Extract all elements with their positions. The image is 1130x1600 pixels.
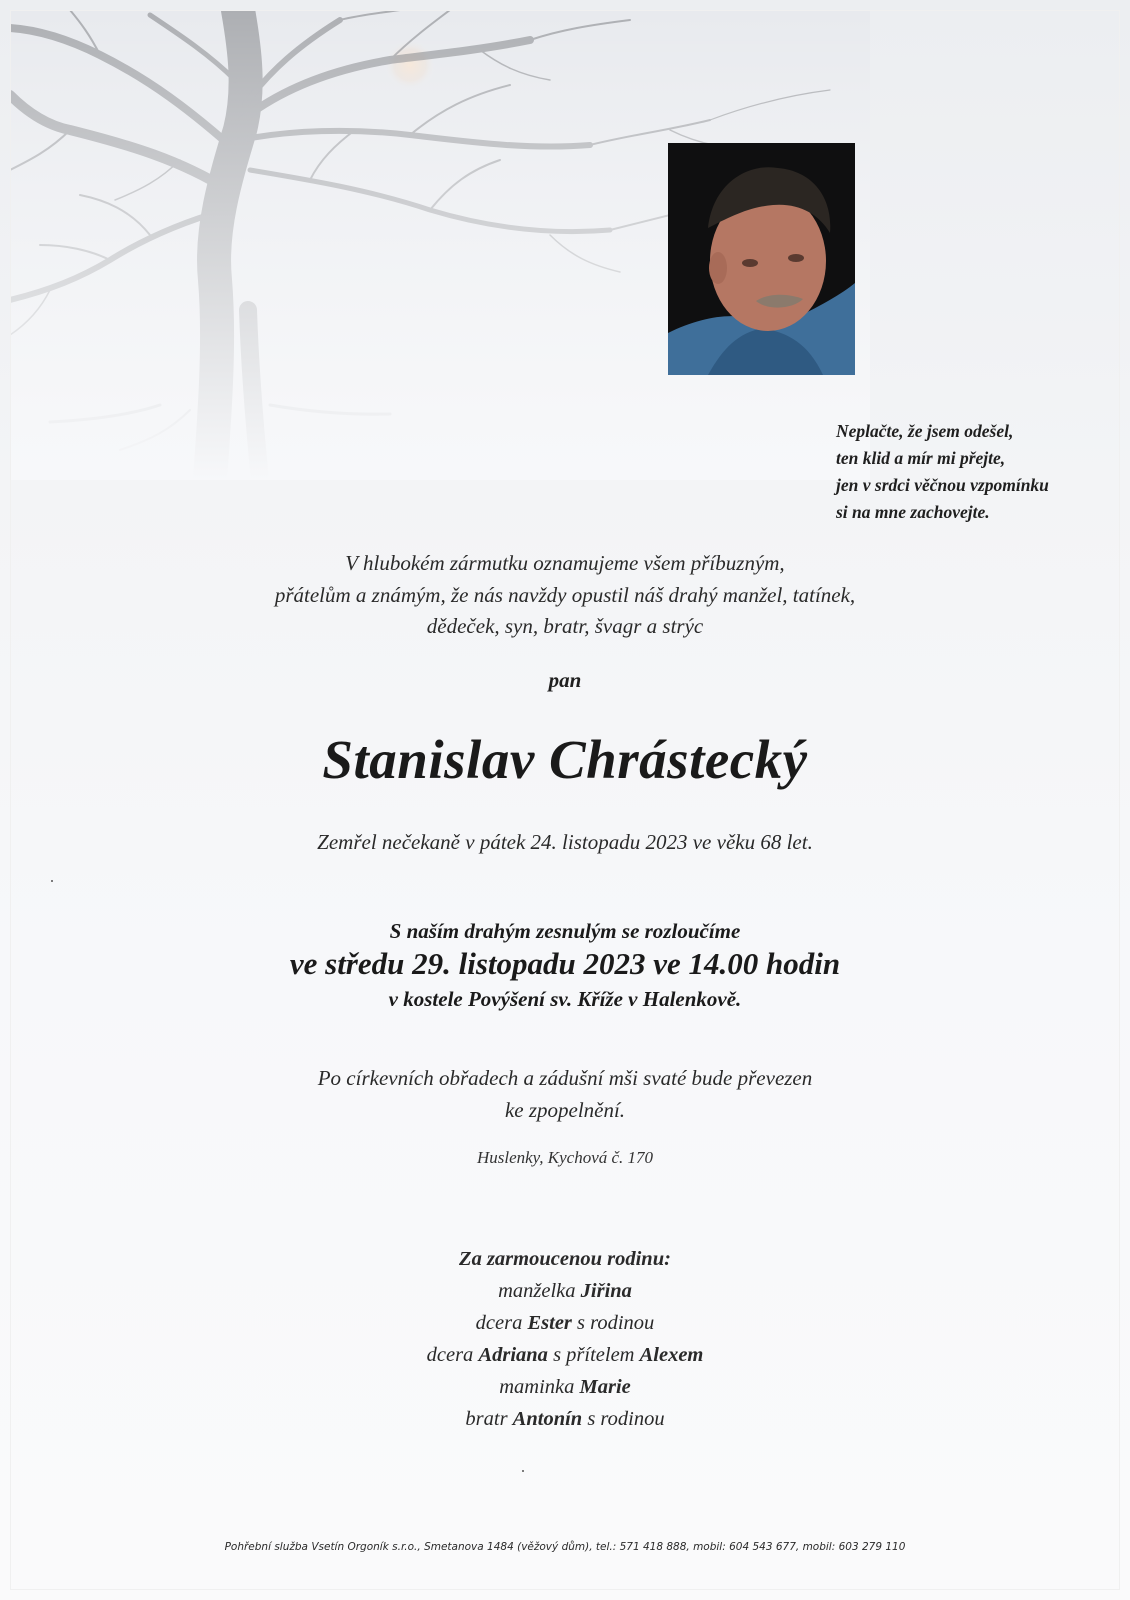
cremation-line: Po církevních obřadech a zádušní mši svaté bude převezen	[317, 1066, 813, 1090]
member-name: Ester	[527, 1312, 572, 1334]
relation: dcera	[426, 1344, 479, 1366]
intro-line: přátelům a známým, že nás navždy opustil náš drahý manžel, tatínek,	[274, 582, 856, 607]
family-heading: Za zarmoucenou rodinu:	[459, 1248, 671, 1270]
family-address: Huslenky, Kychová č. 170	[476, 1148, 654, 1167]
partner-name: Alexem	[639, 1344, 704, 1366]
announcement-intro	[0, 548, 1130, 643]
portrait-photo	[668, 143, 855, 375]
relation: bratr	[465, 1408, 513, 1430]
relation-suffix: s přítelem	[547, 1344, 640, 1366]
cremation-line: ke zpopelnění.	[504, 1098, 626, 1122]
intro-line: dědeček, syn, bratr, švagr a strýc	[426, 614, 704, 638]
funeral-line-intro: S naším drahým zesnulým se rozloučíme	[389, 919, 741, 943]
memorial-poem	[836, 418, 1116, 526]
family-member	[0, 1275, 1130, 1307]
family-member	[0, 1403, 1130, 1435]
funeral-service-footer: Pohřební služba Vsetín Orgoník s.r.o., Smetanova 1484 (věžový dům), tel.: 571 418 888, mobil: 604 543 677, mobil: 603 279 110	[224, 1541, 906, 1553]
scan-speck	[51, 880, 53, 882]
family-list	[0, 1243, 1130, 1435]
portrait-illustration	[668, 143, 855, 375]
poem-line: ten klid a mír mi přejte,	[836, 448, 1006, 468]
intro-line: V hlubokém zármutku oznamujeme všem příbuzným,	[345, 551, 785, 575]
relation-suffix: s rodinou	[582, 1408, 665, 1430]
poem-line: si na mne zachovejte.	[836, 502, 990, 522]
honorific: pan	[548, 668, 582, 692]
relation-suffix: s rodinou	[571, 1312, 655, 1334]
funeral-details	[0, 916, 1130, 1016]
funeral-line-place: v kostele Povýšení sv. Kříže v Halenkově.	[388, 987, 742, 1011]
relation: manželka	[498, 1280, 581, 1302]
member-name: Adriana	[478, 1344, 548, 1366]
poem-line: jen v srdci věčnou vzpomínku	[836, 475, 1049, 495]
member-name: Jiřina	[580, 1280, 632, 1302]
relation: maminka	[499, 1376, 580, 1398]
family-member	[0, 1307, 1130, 1339]
member-name: Marie	[579, 1376, 631, 1398]
poem-line: Neplačte, že jsem odešel,	[836, 421, 1014, 441]
deceased-name: Stanislav Chrástecký	[322, 729, 808, 790]
death-notice: Zemřel nečekaně v pátek 24. listopadu 2023 ve věku 68 let.	[317, 830, 813, 854]
relation: dcera	[475, 1312, 528, 1334]
cremation-notice	[0, 1062, 1130, 1126]
family-member	[0, 1371, 1130, 1403]
member-name: Antonín	[512, 1408, 583, 1430]
funeral-line-date: ve středu 29. listopadu 2023 ve 14.00 hodin	[289, 946, 841, 981]
family-member	[0, 1339, 1130, 1371]
scan-speck	[522, 1470, 524, 1472]
